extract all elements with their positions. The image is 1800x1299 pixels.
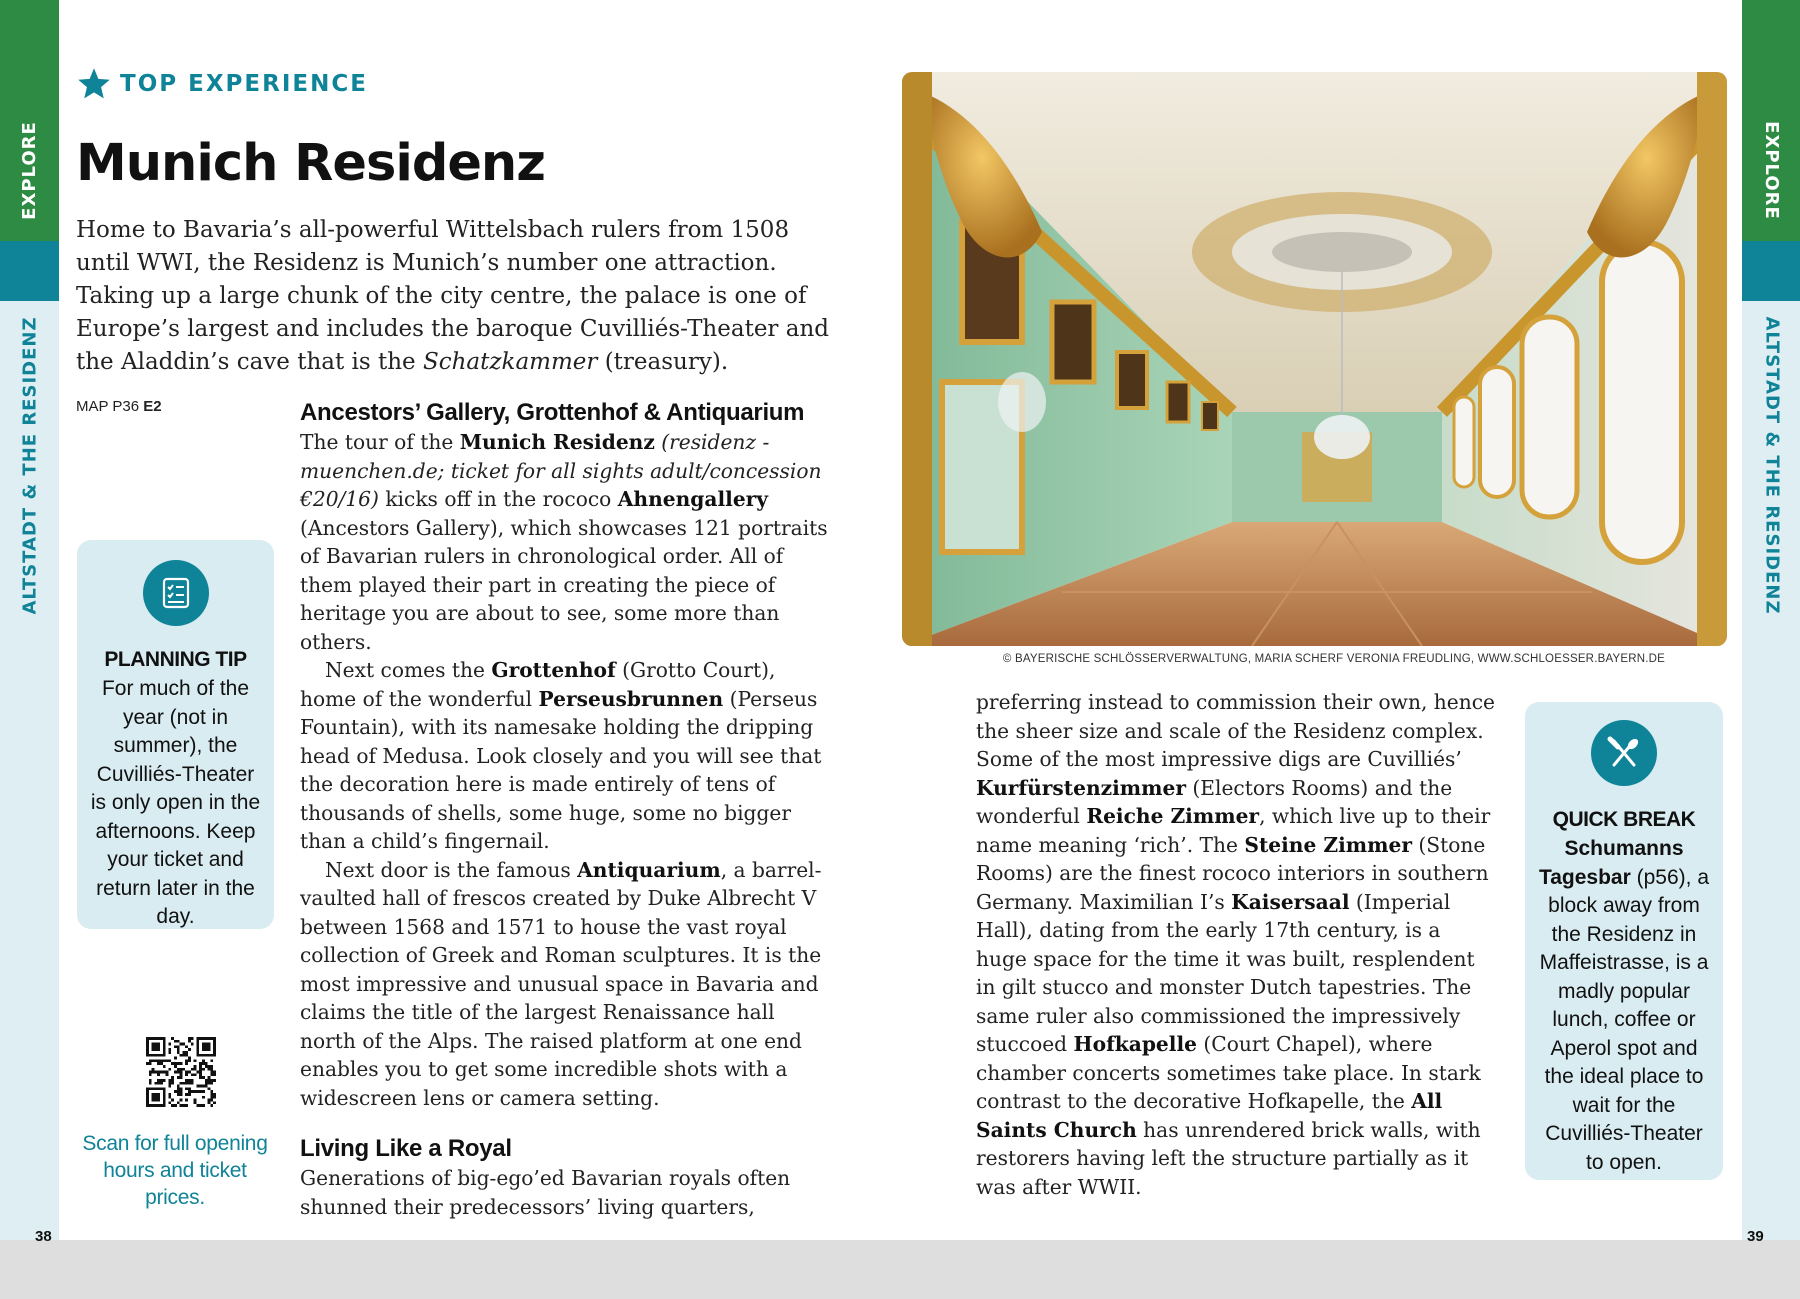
explore-tab-left-label: EXPLORE xyxy=(19,120,40,220)
text-run: Grottenhof xyxy=(491,658,616,682)
paragraph-tour xyxy=(300,428,830,656)
map-ref-label: MAP P36 xyxy=(76,398,144,415)
text-run: (Stone Rooms) are the finest rococo interiors in southern Germany. Maximilian I’s xyxy=(976,832,1489,914)
section-tab-left-label: ALTSTADT & THE RESIDENZ xyxy=(19,315,41,615)
intro-end: (treasury). xyxy=(597,349,729,375)
text-run: Generations of big-ego’ed Bavarian royals often shunned their predecessors’ living quarters, xyxy=(300,1166,791,1219)
planning-tip-box xyxy=(77,540,274,929)
text-run: (Ancestors Gallery), which showcases 121 portraits of Bavarian rulers in chronological order. All of them played their part in creating the piece of heritage you are about to see, some more than others. xyxy=(300,515,828,654)
text-run: kicks off in the rococo xyxy=(378,487,618,511)
paragraph-royals-start xyxy=(300,1164,830,1221)
planning-tip-title: PLANNING TIP xyxy=(104,648,247,671)
map-reference[interactable] xyxy=(76,398,162,415)
text-run: Munich Residenz xyxy=(459,430,655,454)
paragraph-royal-rooms xyxy=(976,688,1496,1201)
text-run: The tour of the xyxy=(300,430,460,454)
map-ref-grid: E2 xyxy=(143,398,162,415)
star-icon xyxy=(76,66,112,102)
section-tab-right-marker xyxy=(1742,241,1800,301)
intro-paragraph xyxy=(76,214,846,379)
text-run: (Grotto Court), home of the wonderful xyxy=(300,658,776,711)
quick-break-box xyxy=(1525,702,1723,1180)
text-run: Antiquarium xyxy=(577,857,721,882)
quick-break-body: (p56), a block away from the Residenz in Maffeistrasse, is a madly popular lunch, coffee or Aperol spot and the ideal place to wait for the Cuvilliés-Theater to open. xyxy=(1539,865,1710,1174)
text-run: (Imperial Hall), dating from the early 17th century, is a huge space for the time it was built, resplendent in gilt stucco and monster Dutch tapestries. The same ruler also commissioned the impressively stuccoed xyxy=(976,889,1475,1056)
top-experience-kicker xyxy=(76,66,368,102)
quick-break-name: Schumanns Tagesbar xyxy=(1538,837,1684,889)
quick-break-title: QUICK BREAK xyxy=(1552,808,1696,831)
qr-code-icon[interactable] xyxy=(146,1037,216,1107)
section-heading-ancestors: Ancestors’ Gallery, Grottenhof & Antiquarium xyxy=(300,399,805,426)
paragraph-antiquarium xyxy=(300,856,830,1113)
text-run: All Saints Church xyxy=(976,1089,1443,1142)
section-tab-right-label: ALTSTADT & THE RESIDENZ xyxy=(1761,315,1783,615)
qr-caption: Scan for full opening hours and ticket prices. xyxy=(82,1132,268,1209)
text-run: Hofkapelle xyxy=(1073,1032,1197,1056)
text-run: Perseusbrunnen xyxy=(538,686,724,711)
text-run: Reiche Zimmer xyxy=(1086,804,1260,828)
text-run: Kaisersaal xyxy=(1231,889,1350,914)
text-run: Steine Zimmer xyxy=(1244,832,1412,857)
text-run: (residenz -muenchen.de; ticket for all sights adult/concession €20/16) xyxy=(300,430,822,511)
text-run: Ahnengallery xyxy=(617,487,769,511)
text-run: Kurfürstenzimmer xyxy=(976,775,1186,800)
checklist-icon xyxy=(143,560,209,626)
explore-tab-right-label: EXPLORE xyxy=(1761,120,1782,220)
text-run: , which live up to their name meaning ‘rich’. The xyxy=(976,804,1491,857)
section-tab-left-marker xyxy=(0,241,59,301)
kicker-label: TOP EXPERIENCE xyxy=(120,71,368,97)
article-column-right xyxy=(976,688,1496,1201)
photo-credit: © BAYERISCHE SCHLÖSSERVERWALTUNG, MARIA SCHERF VERONIA FREUDLING, WWW.SCHLOESSER.BAYERN.DE xyxy=(1002,653,1665,665)
fork-knife-icon xyxy=(1591,720,1657,786)
page-number-left: 38 xyxy=(35,1228,52,1245)
text-run: has unrendered brick walls, with restorers having left the structure partially as it was after WWII. xyxy=(976,1117,1481,1199)
planning-tip-text: For much of the year (not in summer), the Cuvilliés-Theater is only open in the afternoons. Keep your ticket and return later in the day. xyxy=(90,677,261,928)
text-run: Next door is the famous xyxy=(325,857,578,882)
text-run: (Court Chapel), where chamber concerts sometimes take place. In stark contrast to the decorative Hofkapelle, the xyxy=(976,1032,1481,1113)
text-run: (Electors Rooms) and the wonderful xyxy=(976,775,1453,828)
residenz-hall-photo xyxy=(902,72,1727,646)
page-number-right: 39 xyxy=(1747,1228,1764,1245)
intro-text: Home to Bavaria’s all-powerful Wittelsbach rulers from 1508 until WWI, the Residenz is Munich’s number one attraction. Taking up a large chunk of the city centre, the palace is one of Europe’s largest and includes the baroque Cuvilliés-Theater and the Aladdin’s cave that is the xyxy=(76,217,829,375)
intro-italic: Schatzkammer xyxy=(422,349,598,375)
text-run: , a barrel-vaulted hall of frescos created by Duke Albrecht V between 1568 and 1571 to house the vast royal collection of Greek and Roman sculptures. It is the most impressive and unusual space in Bavaria and claims the title of the largest Renaissance hall north of the Alps. The raised platform at one end enables you to get some incredible shots with a widescreen lens or camera setting. xyxy=(300,857,822,1110)
page-title: Munich Residenz xyxy=(76,134,545,193)
text-run: (Perseus Fountain), with its namesake holding the dripping head of Medusa. Look closely and you will see that the decoration here is made entirely of tens of thousands of shells, some huge, some no bigger than a child’s fingernail. xyxy=(300,686,822,853)
paragraph-grottenhof xyxy=(300,656,830,856)
section-heading-royal: Living Like a Royal xyxy=(300,1135,512,1162)
text-run: Next comes the xyxy=(325,658,492,682)
quick-break-text xyxy=(1537,835,1711,1177)
text-run: preferring instead to commission their own, hence the sheer size and scale of the Residenz complex. Some of the most impressive digs are Cuvilliés’ xyxy=(976,690,1495,771)
article-column-left xyxy=(300,398,830,1221)
